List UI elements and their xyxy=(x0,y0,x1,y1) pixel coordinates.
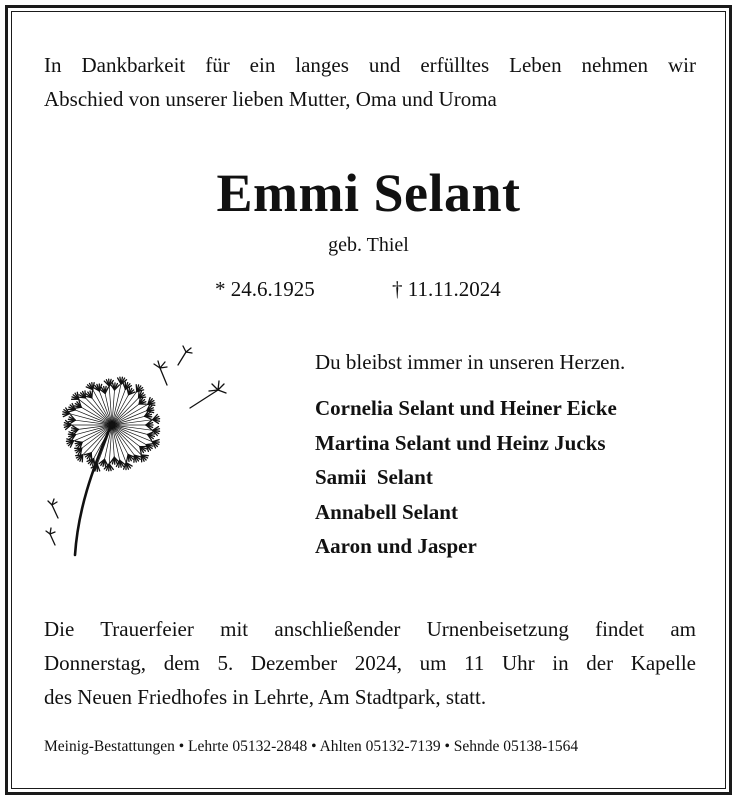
intro-line-2: Abschied von unserer lieben Mutter, Oma und Uroma xyxy=(44,87,497,111)
mourner-4: Annabell Selant xyxy=(315,499,458,524)
birth-date: * 24.6.1925 xyxy=(215,277,315,301)
memorial-quote: Du bleibst immer in unseren Herzen. xyxy=(315,350,626,374)
mourner-2: Martina Selant und Heinz Jucks xyxy=(315,430,606,455)
mourner-3: Samii Selant xyxy=(315,465,433,489)
intro-text xyxy=(44,48,696,116)
mourners-list xyxy=(315,391,617,564)
service-line-1: Die Trauerfeier mit anschließender Urnenbeisetzung findet am xyxy=(44,617,696,641)
dandelion-icon xyxy=(40,340,230,565)
service-line-2: Donnerstag, dem 5. Dezember 2024, um 11 Uhr in der Kapelle xyxy=(44,651,696,675)
intro-line-1: In Dankbarkeit für ein langes und erfülltes Leben nehmen wir xyxy=(44,53,696,77)
maiden-name: geb. Thiel xyxy=(328,234,409,256)
death-date: † 11.11.2024 xyxy=(392,277,501,301)
service-line-3: des Neuen Friedhofes in Lehrte, Am Stadtpark, statt. xyxy=(44,685,487,709)
funeral-home-footer: Meinig-Bestattungen • Lehrte 05132-2848 • Ahlten 05132-7139 • Sehnde 05138-1564 xyxy=(44,738,579,755)
mourner-5: Aaron und Jasper xyxy=(315,534,477,558)
mourner-1: Cornelia Selant und Heiner Eicke xyxy=(315,396,617,420)
deceased-name: Emmi Selant xyxy=(216,163,521,223)
service-announcement xyxy=(44,612,696,714)
